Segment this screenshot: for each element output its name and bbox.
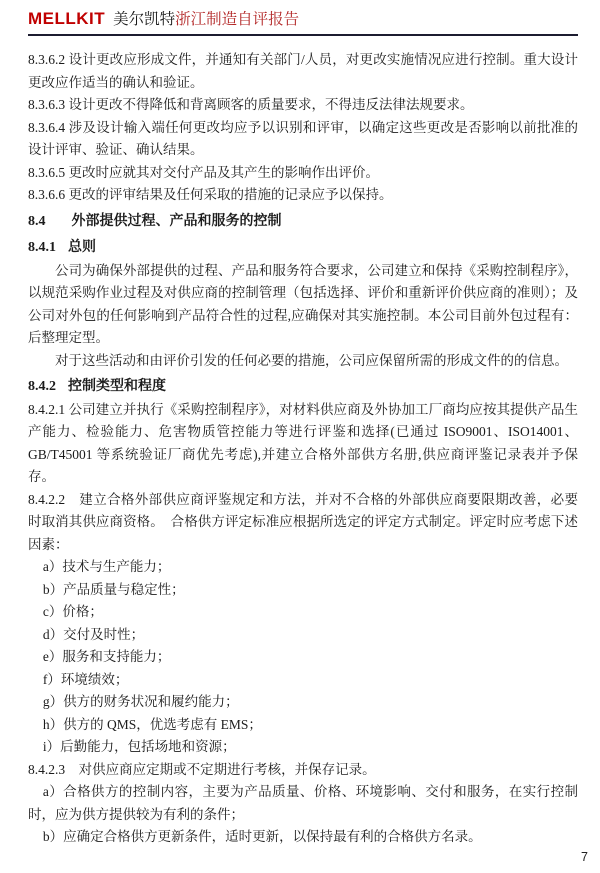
heading-title: 外部提供过程、产品和服务的控制 xyxy=(71,213,282,229)
list-item-b: b）产品质量与稳定性； xyxy=(42,581,185,597)
list-item-e: e）服务和支持能力； xyxy=(42,649,171,664)
paragraph-8-3-6-2: 8.3.6.2 设计更改应形成文件，并通知有关部门/人员，对更改实施情况应进行控制。重大设计更改应作适当的确认和验证。 xyxy=(28,52,578,90)
list-item-d: d）交付及时性； xyxy=(42,626,145,642)
sub-item-b: b）应确定合格供方更新条件，适时更新，以保持最有利的合格供方名录。 xyxy=(42,829,482,844)
paragraph-general-2: 对于这些活动和由评价引发的任何必要的措施，公司应保留所需的形成文件的的信息。 xyxy=(55,352,568,368)
heading-title: 总则 xyxy=(68,240,96,255)
heading-number: 8.4 xyxy=(28,213,46,229)
paragraph-8-3-6-5: 8.3.6.5 更改时应就其对交付产品及其产生的影响作出评价。 xyxy=(28,164,379,180)
heading-8-4-1 xyxy=(28,237,578,260)
paragraph-general-1: 公司为确保外部提供的过程、产品和服务符合要求，公司建立和保持《采购控制程序》，以规范采购作业过程及对供应商的控制管理（包括选择、评价和重新评价供应商的准则）；及公司对外包的任何影响到产品符合性的过程,应确保对其实施控制。本公司目前外包过程有：后整理定型。 xyxy=(28,262,578,345)
brand-name-chinese: 美尔凯特 xyxy=(113,11,176,28)
heading-8-4-2 xyxy=(28,376,578,399)
paragraph-8-4-2-1: 8.4.2.1 公司建立并执行《采购控制程序》，对材料供应商及外协加工厂商均应按其提供产品生产能力、检验能力、危害物质管控能力等进行评鉴和选择(已通过 ISO9001、ISO14001、GB/T45001 等系统验证厂商优先考虑),并建立合格外部供方名册,供应商评鉴记录表并予保存。 xyxy=(28,401,578,484)
list-item-g: g）供方的财务状况和履约能力； xyxy=(42,694,239,709)
list-item-c: c）价格； xyxy=(42,604,103,619)
report-header xyxy=(28,7,578,36)
paragraph-8-3-6-4: 8.3.6.4 涉及设计输入端任何更改均应予以识别和评审，以确定这些更改是否影响以前批准的设计评审、验证、确认结果。 xyxy=(28,119,578,157)
document-body xyxy=(28,49,578,849)
paragraph-8-4-2-2: 8.4.2.2 建立合格外部供应商评鉴规定和方法，并对不合格的外部供应商要限期改善，必要时取消其供应商资格。 合格供方评定标准应根据所选定的评定方式制定。评定时应考虑下述因素： xyxy=(28,491,578,552)
page-number: 7 xyxy=(581,850,588,864)
paragraph-8-3-6-6: 8.3.6.6 更改的评审结果及任何采取的措施的记录应予以保持。 xyxy=(28,187,393,202)
list-item-h: h）供方的 QMS，优选考虑有 EMS； xyxy=(42,716,262,732)
paragraph-8-3-6-3: 8.3.6.3 设计更改不得降低和背离顾客的质量要求，不得违反法律法规要求。 xyxy=(28,97,474,112)
heading-8-4 xyxy=(28,211,578,234)
sub-item-a: a）合格供方的控制内容，主要为产品质量、价格、环境影响、交付和服务，在实行控制时，应为供方提供较为有利的条件； xyxy=(28,784,578,822)
document-title: 浙江制造自评报告 xyxy=(175,11,300,28)
list-item-i: i）后勤能力，包括场地和资源； xyxy=(42,739,236,754)
heading-title: 控制类型和程度 xyxy=(68,379,166,394)
paragraph-8-4-2-3: 8.4.2.3 对供应商应定期或不定期进行考核，并保存记录。 xyxy=(28,761,376,777)
heading-number: 8.4.2 xyxy=(28,379,56,394)
list-item-a: a）技术与生产能力； xyxy=(42,559,171,574)
heading-number: 8.4.1 xyxy=(28,240,56,255)
brand-logo: MELLKIT xyxy=(28,9,106,28)
list-item-f: f）环境绩效； xyxy=(42,671,129,687)
